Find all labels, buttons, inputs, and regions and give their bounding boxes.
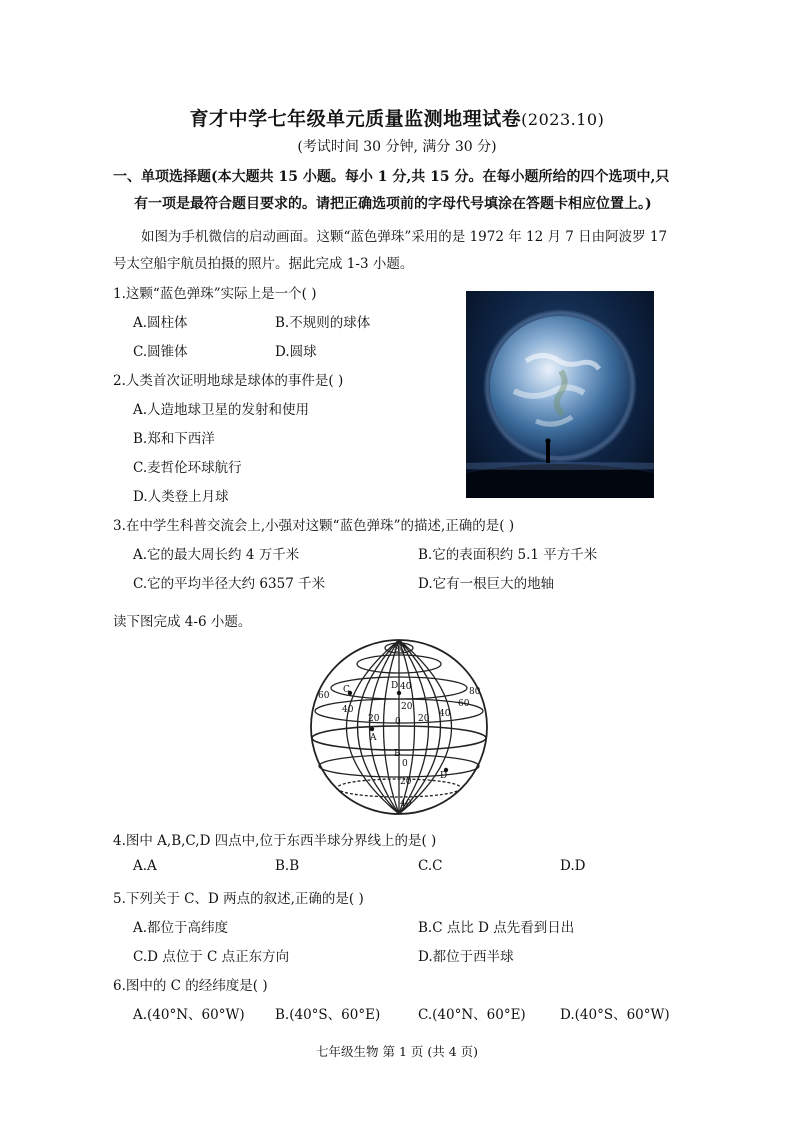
- q4-option-c[interactable]: C.C: [418, 858, 443, 874]
- label-a: A: [370, 733, 377, 743]
- label-left-60: 60: [318, 691, 330, 701]
- q1-option-a[interactable]: A.圆柱体: [133, 315, 188, 331]
- label-right-80: 80: [469, 687, 481, 697]
- label-left-40: 40: [342, 705, 354, 715]
- q6-option-d[interactable]: D.(40°S、60°W): [560, 1007, 670, 1023]
- q6-option-c[interactable]: C.(40°N、60°E): [418, 1007, 526, 1023]
- q6-option-a[interactable]: A.(40°N、60°W): [133, 1007, 245, 1023]
- q6-option-b[interactable]: B.(40°S、60°E): [275, 1007, 381, 1023]
- label-right-40: 40: [439, 709, 451, 719]
- intro-questions-4-6: 读下图完成 4-6 小题。: [113, 614, 252, 630]
- exam-info: (考试时间 30 分钟, 满分 30 分): [297, 139, 497, 155]
- label-top-80: 80: [394, 645, 406, 655]
- question-5: 5.下列关于 C、D 两点的叙述,正确的是( ): [113, 891, 364, 907]
- q3-option-a[interactable]: A.它的最大周长约 4 万千米: [133, 547, 300, 563]
- page-title: [0, 104, 794, 131]
- q2-option-c[interactable]: C.麦哲伦环球航行: [133, 460, 242, 476]
- label-n20: 20: [401, 702, 413, 712]
- question-2: 2.人类首次证明地球是球体的事件是( ): [113, 373, 344, 389]
- q5-option-b[interactable]: B.C 点比 D 点先看到日出: [418, 920, 575, 936]
- label-center-0: 0: [395, 717, 401, 727]
- earth-illustration: [466, 291, 654, 498]
- blue-marble-photo: [466, 291, 654, 498]
- q2-option-a[interactable]: A.人造地球卫星的发射和使用: [133, 402, 310, 418]
- q4-option-a[interactable]: A.A: [133, 858, 157, 874]
- q3-option-d[interactable]: D.它有一根巨大的地轴: [418, 576, 555, 592]
- section-heading-line1: 一、单项选择题(本大题共 15 小题。每小 1 分,共 15 分。在每小题所给的四个选项中,只: [113, 169, 670, 185]
- q1-option-c[interactable]: C.圆锥体: [133, 344, 188, 360]
- label-c: C: [343, 685, 350, 695]
- globe-diagram: [306, 636, 492, 818]
- label-eq-0: 0: [402, 759, 408, 769]
- label-left-20: 20: [368, 714, 380, 724]
- q5-option-d[interactable]: D.都位于西半球: [418, 949, 514, 965]
- page-footer: 七年级生物 第 1 页 (共 4 页): [316, 1044, 478, 1059]
- title-date: (2023.10): [521, 110, 605, 129]
- label-n40: 40: [400, 682, 412, 692]
- intro-line1: 如图为手机微信的启动画面。这颗“蓝色弹珠”采用的是 1972 年 12 月 7 日由阿波罗 17: [141, 229, 668, 245]
- q5-option-c[interactable]: C.D 点位于 C 点正东方向: [133, 949, 290, 965]
- q2-option-b[interactable]: B.郑和下西洋: [133, 431, 215, 447]
- q3-option-c[interactable]: C.它的平均半径大约 6357 千米: [133, 576, 326, 592]
- q1-option-d[interactable]: D.圆球: [275, 344, 317, 360]
- label-right-60: 60: [458, 699, 470, 709]
- label-d-bottom: D: [440, 771, 448, 781]
- q2-option-d[interactable]: D.人类登上月球: [133, 489, 229, 505]
- title-text: 育才中学七年级单元质量监测地理试卷: [189, 108, 522, 130]
- label-s20: 20: [400, 777, 412, 787]
- label-right-20: 20: [418, 714, 430, 724]
- q5-option-a[interactable]: A.都位于高纬度: [133, 920, 229, 936]
- question-1: 1.这颗“蓝色弹珠”实际上是一个( ): [113, 286, 317, 302]
- q1-option-b[interactable]: B.不规则的球体: [275, 315, 371, 331]
- question-3: 3.在中学生科普交流会上,小强对这颗“蓝色弹珠”的描述,正确的是( ): [113, 518, 515, 534]
- label-s40: 40: [400, 799, 412, 809]
- globe-graticule: [306, 636, 492, 818]
- q4-option-d[interactable]: D.D: [560, 858, 586, 874]
- question-4: 4.图中 A,B,C,D 四点中,位于东西半球分界线上的是( ): [113, 833, 437, 849]
- q4-option-b[interactable]: B.B: [275, 858, 300, 874]
- label-d-top: D: [391, 681, 399, 691]
- intro-line2: 号太空船宇航员拍摄的照片。据此完成 1-3 小题。: [113, 256, 414, 272]
- q3-option-b[interactable]: B.它的表面积约 5.1 平方千米: [418, 547, 598, 563]
- section-heading-line2: 有一项是最符合题目要求的。请把正确选项前的字母代号填涂在答题卡相应位置上。): [134, 196, 652, 212]
- label-b: B: [394, 749, 401, 759]
- question-6: 6.图中的 C 的经纬度是( ): [113, 978, 268, 994]
